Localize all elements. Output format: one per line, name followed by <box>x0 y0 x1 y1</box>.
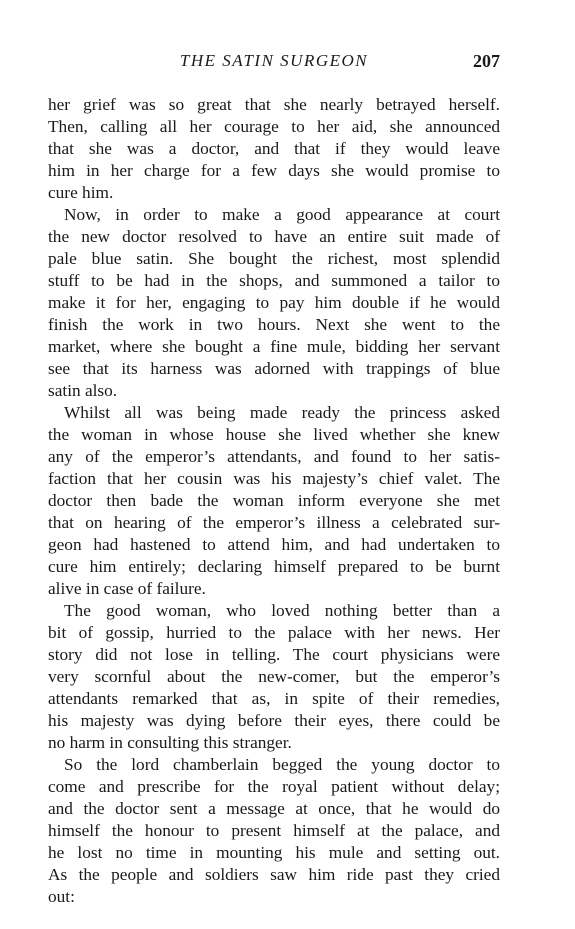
text-line: out: <box>48 887 75 906</box>
text-line: the new doctor resolved to have an entire suit made of <box>48 227 500 246</box>
text-line: pale blue satin. She bought the richest, most splendid <box>48 249 500 268</box>
text-line: and the doctor sent a message at once, that he would do <box>48 799 500 818</box>
paragraph <box>48 600 500 754</box>
text-line: that she was a doctor, and that if they would leave <box>48 139 500 158</box>
text-line: cure him entirely; declaring himself prepared to be burnt <box>48 557 500 576</box>
text-line: see that its harness was adorned with trappings of blue <box>48 359 500 378</box>
page-header <box>48 51 500 75</box>
text-line: story did not lose in telling. The court physicians were <box>48 645 500 664</box>
text-line: himself the honour to present himself at the palace, and <box>48 821 500 840</box>
text-line: her grief was so great that she nearly betrayed herself. <box>48 95 500 114</box>
text-line: come and prescribe for the royal patient without delay; <box>48 777 500 796</box>
text-line: The good woman, who loved nothing better than a <box>64 601 500 620</box>
text-line: him in her charge for a few days she would promise to <box>48 161 500 180</box>
paragraph <box>48 402 500 600</box>
paragraph <box>48 754 500 908</box>
text-line: geon had hastened to attend him, and had undertaken to <box>48 535 500 554</box>
text-line: that on hearing of the emperor’s illness a celebrated sur- <box>48 513 500 532</box>
text-line: his majesty was dying before their eyes, there could be <box>48 711 500 730</box>
text-line: the woman in whose house she lived whether she knew <box>48 425 500 444</box>
text-line: finish the work in two hours. Next she went to the <box>48 315 500 334</box>
text-line: satin also. <box>48 381 118 400</box>
text-line: cure him. <box>48 183 114 202</box>
text-line: stuff to be had in the shops, and summoned a tailor to <box>48 271 500 290</box>
paragraph <box>48 94 500 204</box>
body-text <box>48 94 500 908</box>
running-title: THE SATIN SURGEON <box>179 51 369 70</box>
text-line: alive in case of failure. <box>48 579 206 598</box>
text-line: So the lord chamberlain begged the young doctor to <box>64 755 500 774</box>
text-line: faction that her cousin was his majesty’s chief valet. The <box>48 469 500 488</box>
text-line: Whilst all was being made ready the princess asked <box>64 403 500 422</box>
text-line: As the people and soldiers saw him ride past they cried <box>48 865 500 884</box>
text-line: no harm in consulting this stranger. <box>48 733 292 752</box>
text-line: Then, calling all her courage to her aid, she announced <box>48 117 500 136</box>
text-line: bit of gossip, hurried to the palace with her news. Her <box>48 623 500 642</box>
text-line: he lost no time in mounting his mule and setting out. <box>48 843 500 862</box>
text-line: very scornful about the new-comer, but the emperor’s <box>48 667 500 686</box>
text-line: any of the emperor’s attendants, and found to her satis- <box>48 447 500 466</box>
text-line: market, where she bought a fine mule, bidding her servant <box>48 337 500 356</box>
text-line: attendants remarked that as, in spite of their remedies, <box>48 689 500 708</box>
paragraph <box>48 204 500 402</box>
page-number: 207 <box>473 51 500 71</box>
text-line: make it for her, engaging to pay him double if he would <box>48 293 500 312</box>
text-line: doctor then bade the woman inform everyone she met <box>48 491 500 510</box>
text-line: Now, in order to make a good appearance at court <box>64 205 500 224</box>
